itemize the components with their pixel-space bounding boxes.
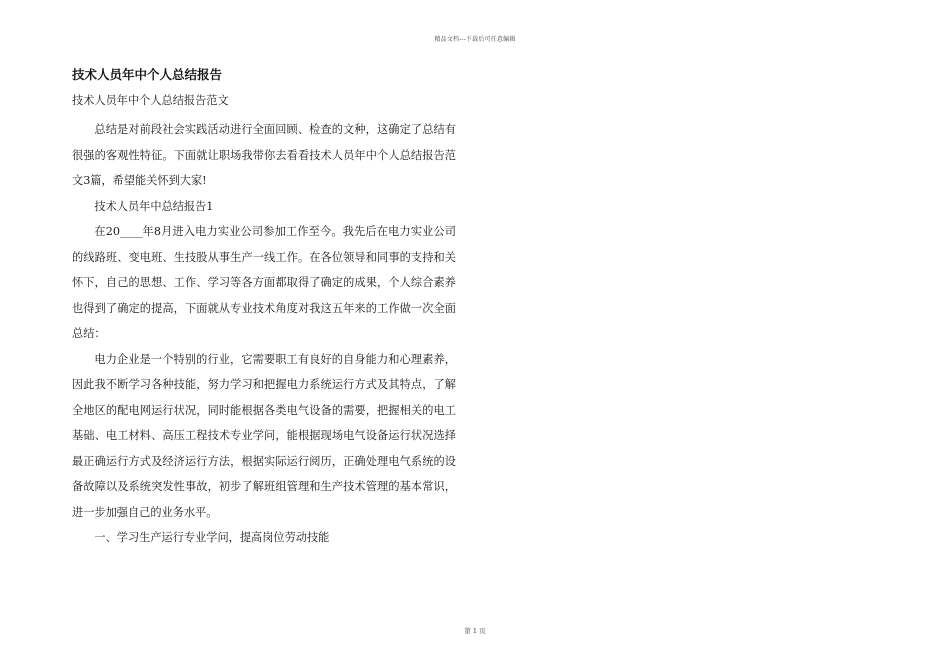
paragraph-work-history: 在20____年8月进入电力实业公司参加工作至今。我先后在电力实业公司的线路班、变电班、生技股从事生产一线工作。在各位领导和同事的支持和关怀下，自己的思想、工作、学习等各方面都取得了确定的成果，个人综合素养也得到了确定的提高，下面就从专业技术角度对我这五年来的工作做一次全面总结： [72,225,456,340]
document-body [72,66,456,551]
header-note: 精品文档---下载后可任意编辑 [434,36,516,43]
paragraph-skills: 电力企业是一个特别的行业，它需要职工有良好的自身能力和心理素养，因此我不断学习各种技能，努力学习和把握电力系统运行方式及其特点，了解全地区的配电网运行状况，同时能根据各类电气设备的需要，把握相关的电工基础、电工材料、高压工程技术专业学问，能根据现场电气设备运行状况选择最正确运行方式及经济运行方法，根据实际运行阅历，正确处理电气系统的设备故障以及系统突发性事故，初步了解班组管理和生产技术管理的基本常识，进一步加强自己的业务水平。 [72,352,456,519]
section-heading-one: 一、学习生产运行专业学问，提高岗位劳动技能 [94,531,330,544]
document-title: 技术人员年中个人总结报告 [72,67,223,82]
page-number: 第 1 页 [464,627,486,635]
document-subtitle: 技术人员年中个人总结报告范文 [72,94,229,107]
section-heading-report-1: 技术人员年中总结报告1 [94,199,214,213]
paragraph-intro: 总结是对前段社会实践活动进行全面回顾、检查的文种，这确定了总结有很强的客观性特征。下面就让职场我带你去看看技术人员年中个人总结报告范文3篇，希望能关怀到大家! [72,123,456,187]
